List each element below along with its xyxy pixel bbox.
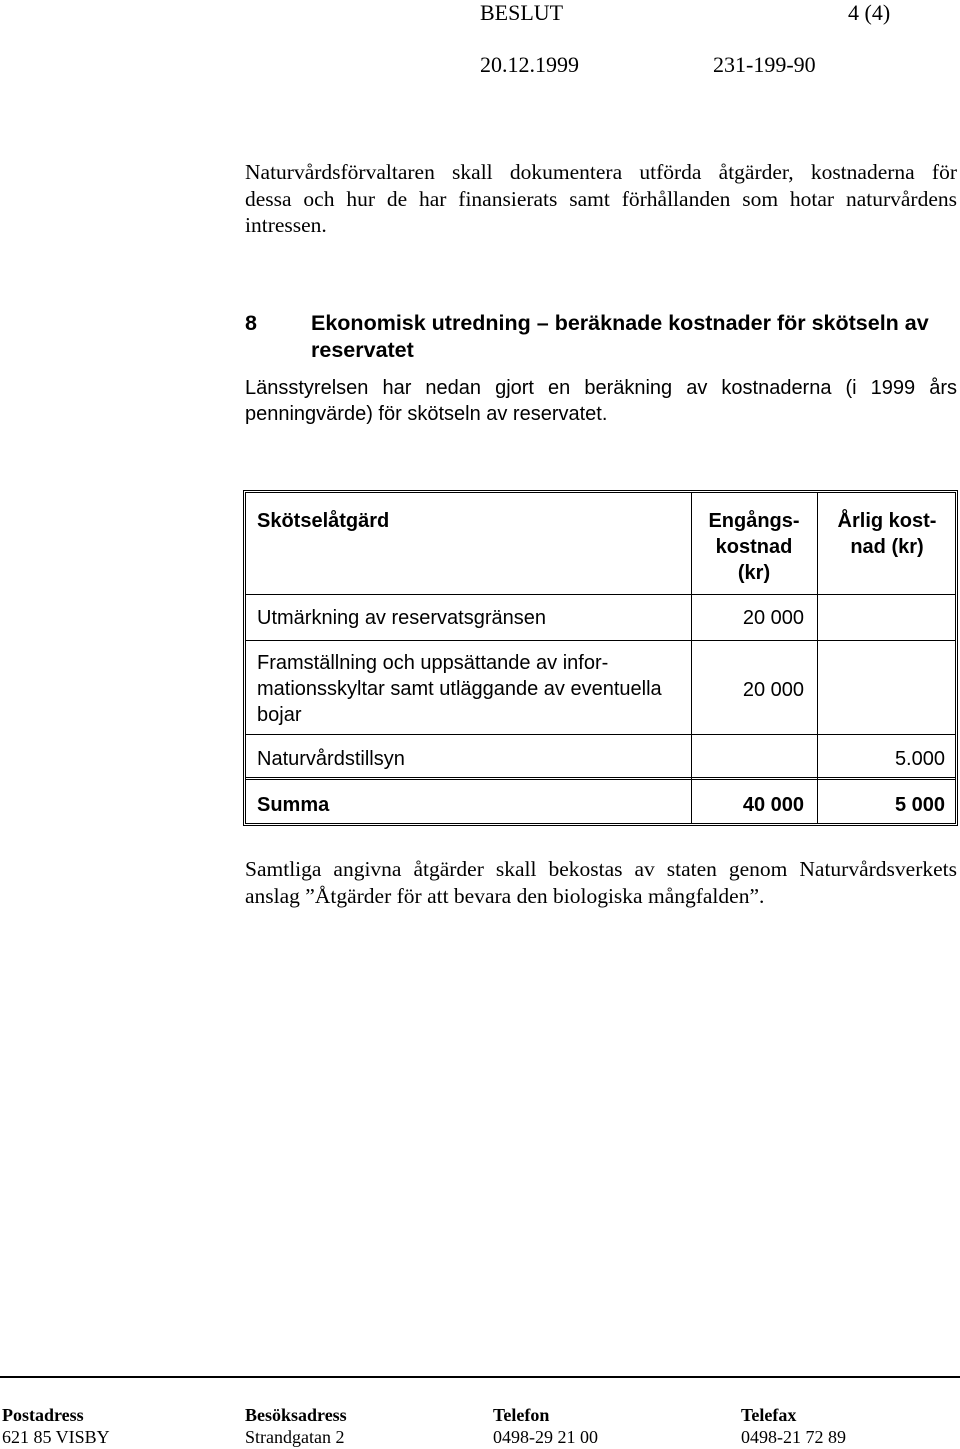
- footer-telefax-value: 0498-21 72 89: [741, 1427, 846, 1447]
- closing-paragraph: [245, 856, 957, 909]
- row-label-naturvardstillsyn: Naturvårdstillsyn: [257, 748, 405, 770]
- total-divider: [246, 777, 955, 780]
- case-number: 231-199-90: [713, 52, 816, 77]
- closing-line: Samtliga angivna åtgärder skall bekostas av staten genom Naturvårdsverkets: [245, 857, 957, 881]
- row-annual-naturvardstillsyn: 5.000: [894, 748, 945, 770]
- total-onetime: 40 000: [742, 794, 804, 816]
- footer-telefon-label: Telefon: [493, 1405, 550, 1425]
- header-arlig-kostnad: Årlig kost- nad (kr): [837, 510, 937, 558]
- header-engangskostnad: Engångs- kostnad (kr): [708, 510, 800, 584]
- section-title-line2: reservatet: [311, 338, 414, 362]
- footer-rule: [0, 1376, 960, 1378]
- closing-line: anslag ”Åtgärder för att bevara den biologiska mångfalden”.: [245, 883, 765, 908]
- intro-line: dessa och hur de har finansierats samt förhållanden som hotar naturvårdens: [245, 186, 957, 211]
- document-date: 20.12.1999: [480, 52, 579, 77]
- row-divider: [246, 640, 955, 641]
- row-divider: [246, 734, 955, 735]
- column-divider: [817, 640, 818, 734]
- section-body-line: Länsstyrelsen har nedan gjort en beräkning av kostnaderna (i 1999 års: [245, 377, 957, 399]
- intro-line: intressen.: [245, 213, 327, 237]
- footer-postadress-value: 621 85 VISBY: [2, 1427, 110, 1447]
- document-type: BESLUT: [480, 0, 564, 25]
- total-label: Summa: [257, 794, 330, 816]
- footer-besoksadress-label: Besöksadress: [245, 1405, 347, 1425]
- intro-line: Naturvårdsförvaltaren skall dokumentera utförda åtgärder, kostnaderna för: [245, 160, 957, 184]
- footer-telefax-label: Telefax: [741, 1405, 797, 1425]
- section-body-line: penningvärde) för skötseln av reservatet.: [245, 403, 608, 425]
- row-label-framstallning: Framställning och uppsättande av infor- mationsskyltar samt utläggande av eventuella bojar: [257, 652, 662, 726]
- section-title-line1: Ekonomisk utredning – beräknade kostnader för skötseln av: [311, 311, 929, 335]
- page-number: 4 (4): [848, 0, 891, 25]
- cost-table: [243, 490, 958, 826]
- footer-postadress-label: Postadress: [2, 1405, 84, 1425]
- section-number: 8: [245, 311, 257, 335]
- footer-telefon-value: 0498-29 21 00: [493, 1427, 598, 1447]
- header-skotselatgard: Skötselåtgärd: [257, 510, 390, 532]
- total-annual: 5 000: [894, 794, 945, 816]
- row-onetime-framstallning: 20 000: [742, 679, 804, 701]
- section-body: [245, 375, 957, 427]
- footer-besoksadress-value: Strandgatan 2: [245, 1427, 345, 1447]
- header-divider: [246, 594, 955, 595]
- row-onetime-utmarkning: 20 000: [742, 607, 804, 629]
- row-label-utmarkning: Utmärkning av reservatsgränsen: [257, 607, 547, 629]
- intro-paragraph: [245, 159, 957, 239]
